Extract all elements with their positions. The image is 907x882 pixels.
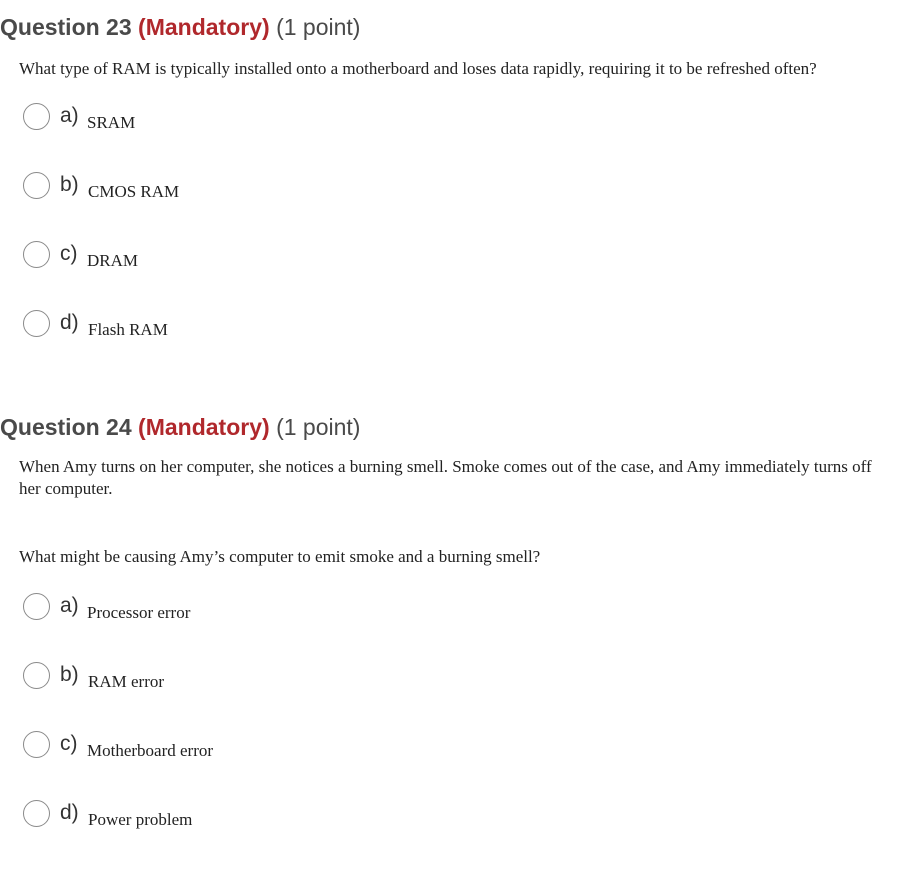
option-d[interactable]	[0, 310, 907, 379]
option-text: Flash RAM	[88, 320, 168, 339]
option-letter: d)	[60, 801, 79, 824]
radio-button-icon[interactable]	[23, 800, 50, 827]
option-text: SRAM	[87, 113, 136, 132]
option-letter: b)	[60, 663, 79, 686]
option-letter: d)	[60, 311, 79, 334]
option-b[interactable]	[0, 662, 907, 731]
question-title: Question 24	[0, 414, 132, 440]
option-letter: c)	[60, 732, 78, 755]
mandatory-label: (Mandatory)	[138, 414, 270, 440]
question-text: When Amy turns on her computer, she notices a burning smell. Smoke comes out of the case, and Amy immediately turns off her computer.	[19, 457, 872, 498]
option-letter: c)	[60, 242, 78, 265]
radio-button-icon[interactable]	[23, 662, 50, 689]
answer-options	[0, 103, 907, 379]
radio-button-icon[interactable]	[23, 241, 50, 268]
radio-button-icon[interactable]	[23, 103, 50, 130]
option-c[interactable]	[0, 241, 907, 310]
option-c[interactable]	[0, 731, 907, 800]
question-23	[0, 12, 907, 379]
answer-options	[0, 593, 907, 869]
mandatory-label: (Mandatory)	[138, 14, 270, 40]
option-text: Processor error	[87, 603, 191, 622]
question-24	[0, 412, 907, 869]
option-text: CMOS RAM	[88, 182, 180, 201]
question-title: Question 23	[0, 14, 132, 40]
option-text: DRAM	[87, 251, 139, 270]
option-d[interactable]	[0, 800, 907, 869]
radio-button-icon[interactable]	[23, 172, 50, 199]
option-text: RAM error	[88, 672, 165, 691]
option-text: Motherboard error	[87, 741, 214, 760]
radio-button-icon[interactable]	[23, 593, 50, 620]
option-b[interactable]	[0, 172, 907, 241]
option-letter: b)	[60, 173, 79, 196]
question-heading	[0, 412, 907, 442]
question-prompt: What might be causing Amy’s computer to emit smoke and a burning smell?	[19, 547, 541, 566]
radio-button-icon[interactable]	[23, 731, 50, 758]
option-text: Power problem	[88, 810, 193, 829]
option-a[interactable]	[0, 593, 907, 662]
option-letter: a)	[60, 594, 79, 617]
option-a[interactable]	[0, 103, 907, 172]
question-text: What type of RAM is typically installed onto a motherboard and loses data rapidly, requiring it to be refreshed often?	[19, 59, 817, 78]
radio-button-icon[interactable]	[23, 310, 50, 337]
option-letter: a)	[60, 104, 79, 127]
points-label: (1 point)	[276, 14, 361, 40]
question-heading	[0, 12, 907, 42]
points-label: (1 point)	[276, 414, 361, 440]
